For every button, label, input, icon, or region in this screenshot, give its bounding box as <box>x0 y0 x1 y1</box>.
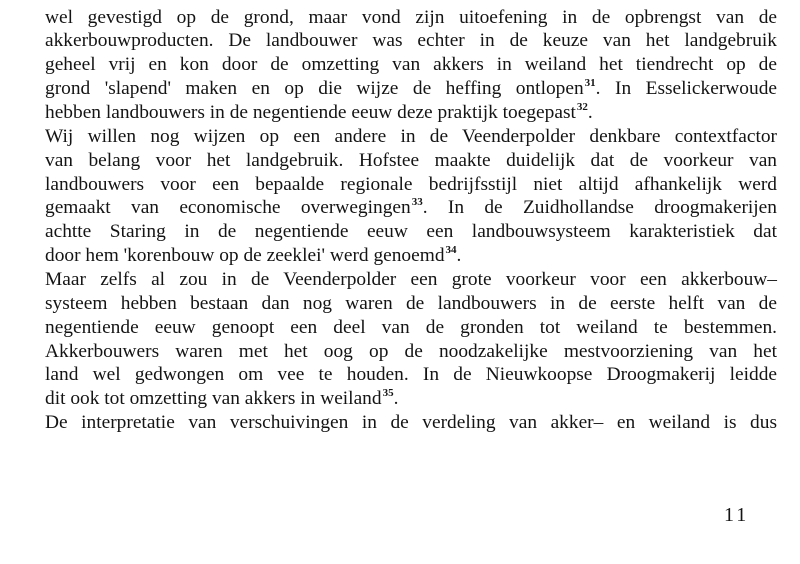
text-line: De interpretatie van verschuivingen in de verdeling van akker– en weiland is dus <box>45 412 777 433</box>
text-line: van belang voor het landgebruik. Hofstee maakte duidelijk dat de voorkeur van <box>45 150 777 171</box>
footnote-ref: 35 <box>382 387 394 399</box>
text-line: Akkerbouwers waren met het oog op de noodzakelijke mestvoorziening van het <box>45 341 777 362</box>
footnote-ref: 34 <box>445 244 457 256</box>
text-line: systeem hebben bestaan dan nog waren de landbouwers in de eerste helft van de <box>45 293 777 314</box>
footnote-ref: 31 <box>584 77 596 89</box>
text-line: land wel gedwongen om vee te houden. In de Nieuwkoopse Droogmakerij leidde <box>45 364 777 385</box>
footnote-ref: 33 <box>411 196 423 208</box>
footnote-ref: 32 <box>576 101 588 113</box>
text-line: door hem 'korenbouw op de zeeklei' werd genoemd$^{34}$. <box>45 244 462 266</box>
text-line: geheel vrij en kon door de omzetting van akkers in weiland het tiendrecht op de <box>45 54 777 75</box>
text-line: achtte Staring in de negentiende eeuw een landbouwsysteem karakteristiek dat <box>45 221 777 242</box>
text-line: dit ook tot omzetting van akkers in weiland$^{35}$. <box>45 387 399 409</box>
text-line: Maar zelfs al zou in de Veenderpolder een grote voorkeur voor een akkerbouw– <box>45 269 777 290</box>
text-line: akkerbouwproducten. De landbouwer was echter in de keuze van het landgebruik <box>45 30 777 51</box>
page-number: 11 <box>724 504 750 526</box>
text-line: Wij willen nog wijzen op een andere in de Veenderpolder denkbare contextfactor <box>45 126 777 147</box>
text-line: hebben landbouwers in de negentiende eeuw deze praktijk toegepast$^{32}$. <box>45 101 593 123</box>
text-line: landbouwers voor een bepaalde regionale bedrijfsstijl niet altijd afhankelijk werd <box>45 174 777 195</box>
text-line: negentiende eeuw genoopt een deel van de gronden tot weiland te bestemmen. <box>45 317 777 338</box>
text-line: grond 'slapend' maken en op die wijze de heffing ontlopen$^{31}$. In Esselickerwoude <box>45 77 777 99</box>
text-line: wel gevestigd op de grond, maar vond zijn uitoefening in de opbrengst van de <box>45 7 777 28</box>
text-line: gemaakt van economische overwegingen$^{33}$. In de Zuidhollandse droogmakerijen <box>45 196 777 218</box>
